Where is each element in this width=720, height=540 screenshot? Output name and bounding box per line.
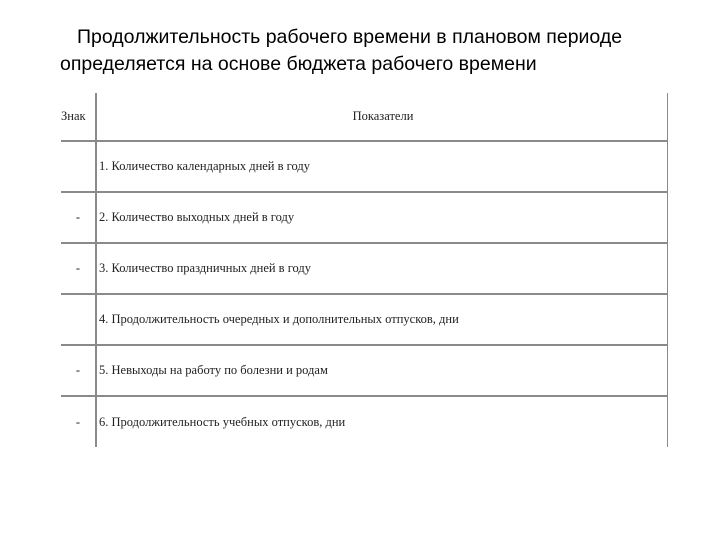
budget-table-container: [61, 93, 668, 450]
table-row: [61, 141, 668, 192]
table-row: [61, 396, 668, 447]
row-label: 1. Количество календарных дней в году: [96, 141, 668, 192]
table-row: [61, 345, 668, 396]
header-indicators: Показатели: [96, 93, 668, 141]
row-label: 5. Невыходы на работу по болезни и родам: [96, 345, 668, 396]
heading-line-2: определяется на основе бюджета рабочего времени: [60, 53, 537, 75]
row-sign: -: [61, 243, 96, 294]
row-sign: [61, 141, 96, 192]
table-row: [61, 192, 668, 243]
row-label: 3. Количество праздничных дней в году: [96, 243, 668, 294]
row-sign: -: [61, 396, 96, 447]
row-label: 4. Продолжительность очередных и дополнительных отпусков, дни: [96, 294, 668, 345]
header-sign: Знак: [61, 93, 96, 141]
row-sign: -: [61, 345, 96, 396]
working-time-budget-table: [61, 93, 668, 447]
table-row: [61, 294, 668, 345]
table-row: [61, 243, 668, 294]
heading-line-1: Продолжительность рабочего времени в плановом периоде: [77, 26, 623, 48]
table-header-row: [61, 93, 668, 141]
row-label: 6. Продолжительность учебных отпусков, дни: [96, 396, 668, 447]
row-sign: -: [61, 192, 96, 243]
row-label: 2. Количество выходных дней в году: [96, 192, 668, 243]
page-heading: [60, 24, 710, 78]
row-sign: [61, 294, 96, 345]
